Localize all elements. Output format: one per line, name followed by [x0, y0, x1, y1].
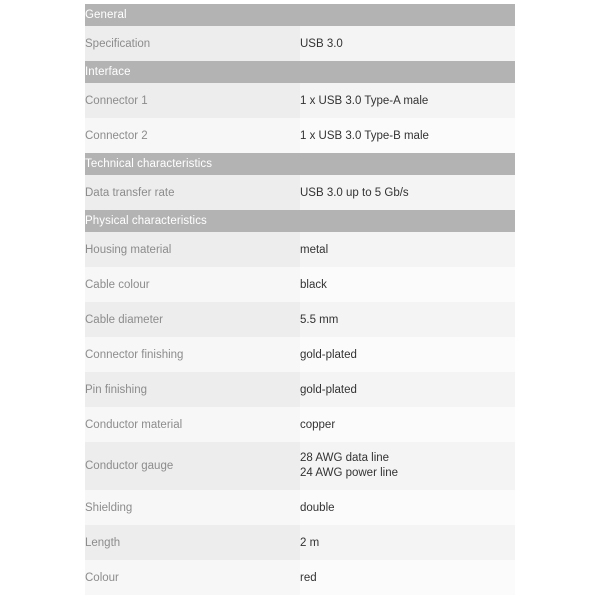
spec-label-cell: Connector 1: [85, 83, 300, 118]
spec-value-cell: red: [300, 560, 515, 595]
section-header-label: General: [85, 4, 515, 26]
spec-value-cell: copper: [300, 407, 515, 442]
spec-label-cell: Cable colour: [85, 267, 300, 302]
table-row: [85, 232, 515, 267]
spec-label-cell: Shielding: [85, 490, 300, 525]
spec-label-cell: Specification: [85, 26, 300, 61]
table-row: [85, 83, 515, 118]
spec-value-cell: [300, 442, 515, 490]
spec-value-cell: metal: [300, 232, 515, 267]
section-header-label: Technical characteristics: [85, 153, 515, 175]
spec-value-cell: 2 m: [300, 525, 515, 560]
table-row: [85, 118, 515, 153]
table-row: [85, 525, 515, 560]
table-row: [85, 267, 515, 302]
table-row: [85, 407, 515, 442]
spec-label-cell: Conductor gauge: [85, 442, 300, 490]
section-header-row: [85, 210, 515, 232]
spec-value-cell: black: [300, 267, 515, 302]
spec-label-cell: Data transfer rate: [85, 175, 300, 210]
table-row: [85, 26, 515, 61]
spec-label-cell: Cable diameter: [85, 302, 300, 337]
spec-label-cell: Connector finishing: [85, 337, 300, 372]
spec-value-cell: 1 x USB 3.0 Type-A male: [300, 83, 515, 118]
spec-value-cell: gold-plated: [300, 337, 515, 372]
spec-label-cell: Colour: [85, 560, 300, 595]
spec-value-line: 24 AWG power line: [300, 467, 399, 479]
spec-value-cell: USB 3.0 up to 5 Gb/s: [300, 175, 515, 210]
spec-label-cell: Pin finishing: [85, 372, 300, 407]
spec-value-cell: gold-plated: [300, 372, 515, 407]
spec-label-cell: Conductor material: [85, 407, 300, 442]
section-header-row: [85, 153, 515, 175]
spec-value-cell: USB 3.0: [300, 26, 515, 61]
spec-value-cell: 1 x USB 3.0 Type-B male: [300, 118, 515, 153]
table-row: [85, 372, 515, 407]
section-header-label: Interface: [85, 61, 515, 83]
specifications-table-body: [85, 4, 515, 595]
table-row: [85, 302, 515, 337]
table-row: [85, 490, 515, 525]
spec-value-cell: 5.5 mm: [300, 302, 515, 337]
table-row: [85, 442, 515, 490]
section-header-row: [85, 4, 515, 26]
spec-label-cell: Housing material: [85, 232, 300, 267]
specifications-table: [85, 4, 515, 595]
spec-label-cell: Connector 2: [85, 118, 300, 153]
section-header-row: [85, 61, 515, 83]
table-row: [85, 560, 515, 595]
table-row: [85, 175, 515, 210]
section-header-label: Physical characteristics: [85, 210, 515, 232]
spec-value-line: 28 AWG data line: [300, 452, 390, 464]
table-row: [85, 337, 515, 372]
spec-value-cell: double: [300, 490, 515, 525]
spec-label-cell: Length: [85, 525, 300, 560]
